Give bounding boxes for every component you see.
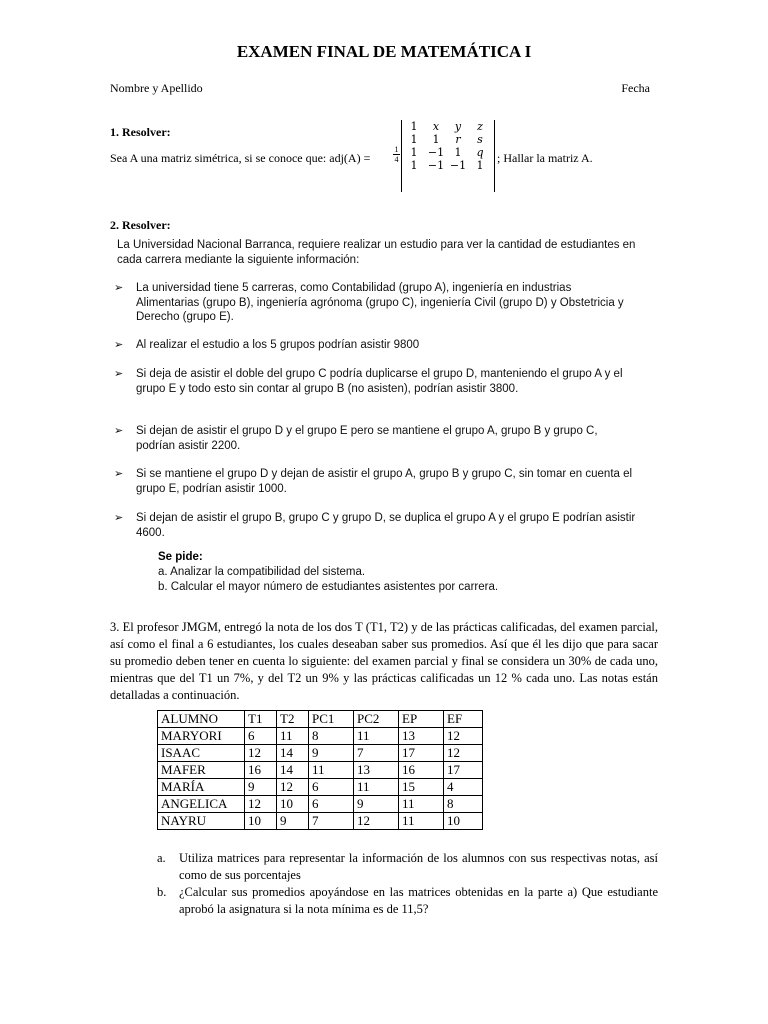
matrix-cell: −1 [427,146,445,159]
arrow-bullet-icon: ➢ [114,468,124,480]
table-cell: 6 [309,779,354,796]
name-label: Nombre y Apellido [110,81,203,95]
arrow-bullet-icon: ➢ [114,339,124,351]
q2-intro: La Universidad Nacional Barranca, requiere realizar un estudio para ver la cantidad de estudiantes en cada carrera mediante la siguiente información: [117,239,636,266]
table-cell: 12 [444,745,483,762]
item-text: ¿Calcular sus promedios apoyándose en las matrices obtenidas en la parte a) Que estudiante aprobó la asignatura si la nota mínima es de 11,5? [179,885,658,916]
q2-bullet-text: Si dejan de asistir el grupo D y el grupo E pero se mantiene el grupo A, grupo B y grupo C, podrían asistir 2200. [136,425,598,452]
table-row [158,762,483,779]
table-cell: 4 [444,779,483,796]
table-cell: 8 [309,728,354,745]
table-cell: 17 [444,762,483,779]
q1-fraction [393,145,400,164]
se-pide-item-a: a. Analizar la compatibilidad del sistema. [158,566,366,578]
arrow-bullet-icon: ➢ [114,282,124,294]
se-pide-item-b: b. Calcular el mayor número de estudiantes asistentes por carrera. [158,581,499,593]
table-cell: ANGELICA [158,796,245,813]
q3-item-b [157,884,658,918]
table-header-cell: T2 [277,711,309,728]
matrix-cell: 1 [410,120,418,133]
item-text: Utiliza matrices para representar la información de los alumnos con sus respectivas notas, así como de sus porcentajes [179,851,658,882]
arrow-bullet-icon: ➢ [114,512,124,524]
table-cell: 12 [277,779,309,796]
table-cell: 9 [245,779,277,796]
table-cell: 13 [399,728,444,745]
matrix-cell: x [432,120,440,133]
table-row [158,728,483,745]
table-cell: 10 [277,796,309,813]
q3-statement: 3. El profesor JMGM, entregó la nota de los dos T (T1, T2) y de las prácticas calificadas, del examen parcial, así como el final a 6 estudiantes, los cuales deseaban saber sus promedios. Así que él les dijo que para sacar su promedio deben tener en cuenta lo siguiente: del examen parcial y final se considera un 30% de cada uno, mientras que del T1 un 7%, y del T2 un 9% y las prácticas calificadas un 12 % cada uno. Las notas están detalladas a continuación. [110,620,658,702]
exam-title: EXAMEN FINAL DE MATEMÁTICA I [236,42,532,61]
table-header-cell: PC1 [309,711,354,728]
q2-bullet-text: Si dejan de asistir el grupo B, grupo C y grupo D, se duplica el grupo A y el grupo E podrían asistir 4600. [136,512,636,539]
matrix-cell: 1 [410,146,418,159]
item-label: b. [157,885,167,899]
table-cell: 14 [277,762,309,779]
table-cell: 11 [399,796,444,813]
matrix-cell: 1 [432,133,440,146]
table-cell: 7 [309,813,354,830]
table-cell: 15 [399,779,444,796]
table-cell: 11 [309,762,354,779]
table-cell: 12 [354,813,399,830]
table-cell: MARYORI [158,728,245,745]
table-cell: 9 [277,813,309,830]
table-cell: 12 [245,796,277,813]
table-cell: 11 [399,813,444,830]
table-cell: MAFER [158,762,245,779]
q2-bullet [114,281,636,325]
matrix-cell: 1 [476,159,484,172]
matrix-cell: −1 [427,159,445,172]
q2-heading: 2. Resolver: [110,218,171,232]
table-cell: MARÍA [158,779,245,796]
q3-item-a [157,850,658,884]
matrix-cell: r [455,133,461,146]
matrix-row [403,120,491,133]
q2-bullet [114,467,636,496]
table-cell: 14 [277,745,309,762]
table-cell: 6 [245,728,277,745]
date-label: Fecha [621,81,650,95]
q2-bullet [114,511,636,540]
table-cell: 11 [354,728,399,745]
table-header-row [158,711,483,728]
table-cell: NAYRU [158,813,245,830]
matrix-cell: z [477,120,483,133]
q2-bullet [114,367,636,396]
table-cell: 10 [444,813,483,830]
table-cell: 6 [309,796,354,813]
table-cell: 10 [245,813,277,830]
table-header-cell: T1 [245,711,277,728]
matrix-cell: s [477,133,483,146]
q1-statement: Sea A una matriz simétrica, si se conoce que: adj(A) = [110,151,371,165]
q1-tail-text: ; Hallar la matriz A. [497,151,593,165]
fraction-denominator: 4 [394,155,399,164]
table-header-cell: ALUMNO [158,711,245,728]
fraction-numerator: 1 [394,145,399,154]
table-cell: 11 [277,728,309,745]
table-cell: 9 [354,796,399,813]
matrix-grid [403,120,491,172]
matrix-cell: y [454,120,462,133]
q2-bullet [114,338,636,353]
table-header-cell: EP [399,711,444,728]
arrow-bullet-icon: ➢ [114,425,124,437]
matrix-row [403,159,491,172]
q2-bullet-text: Al realizar el estudio a los 5 grupos podrían asistir 9800 [136,339,420,351]
arrow-bullet-icon: ➢ [114,368,124,380]
item-label: a. [157,851,166,865]
table-cell: 17 [399,745,444,762]
matrix-row [403,133,491,146]
matrix-row [403,146,491,159]
table-header-cell: EF [444,711,483,728]
grades-table [157,710,483,830]
table-cell: 8 [444,796,483,813]
table-cell: 12 [444,728,483,745]
table-cell: 9 [309,745,354,762]
table-cell: 7 [354,745,399,762]
matrix-cell: 1 [454,146,462,159]
table-cell: 12 [245,745,277,762]
table-cell: 13 [354,762,399,779]
q2-bullet-text: La universidad tiene 5 carreras, como Contabilidad (grupo A), ingeniería en industrias Alimentarias (grupo B), ingeniería agrónoma (grupo C), ingeniería Civil (grupo D) y Obstetricia y Derecho (grupo E). [136,282,624,323]
table-cell: ISAAC [158,745,245,762]
q1-heading: 1. Resolver: [110,125,171,139]
table-cell: 11 [354,779,399,796]
matrix-cell: 1 [410,159,418,172]
table-row [158,813,483,830]
table-row [158,779,483,796]
table-header-cell: PC2 [354,711,399,728]
matrix-cell: −1 [449,159,467,172]
se-pide-heading: Se pide: [158,551,203,563]
matrix-cell: q [476,146,484,159]
adjugate-matrix [401,120,495,192]
table-cell: 16 [399,762,444,779]
q2-bullet [114,424,636,453]
table-row [158,745,483,762]
table-row [158,796,483,813]
table-cell: 16 [245,762,277,779]
q2-bullet-text: Si deja de asistir el doble del grupo C podría duplicarse el grupo D, manteniendo el grupo A y el grupo E y todo esto sin contar al grupo B (no asisten), podrían asistir 3800. [136,368,623,395]
matrix-cell: 1 [410,133,418,146]
q2-bullet-text: Si se mantiene el grupo D y dejan de asistir el grupo A, grupo B y grupo C, sin tomar en cuenta el grupo E, podrían asistir 1000. [136,468,633,495]
